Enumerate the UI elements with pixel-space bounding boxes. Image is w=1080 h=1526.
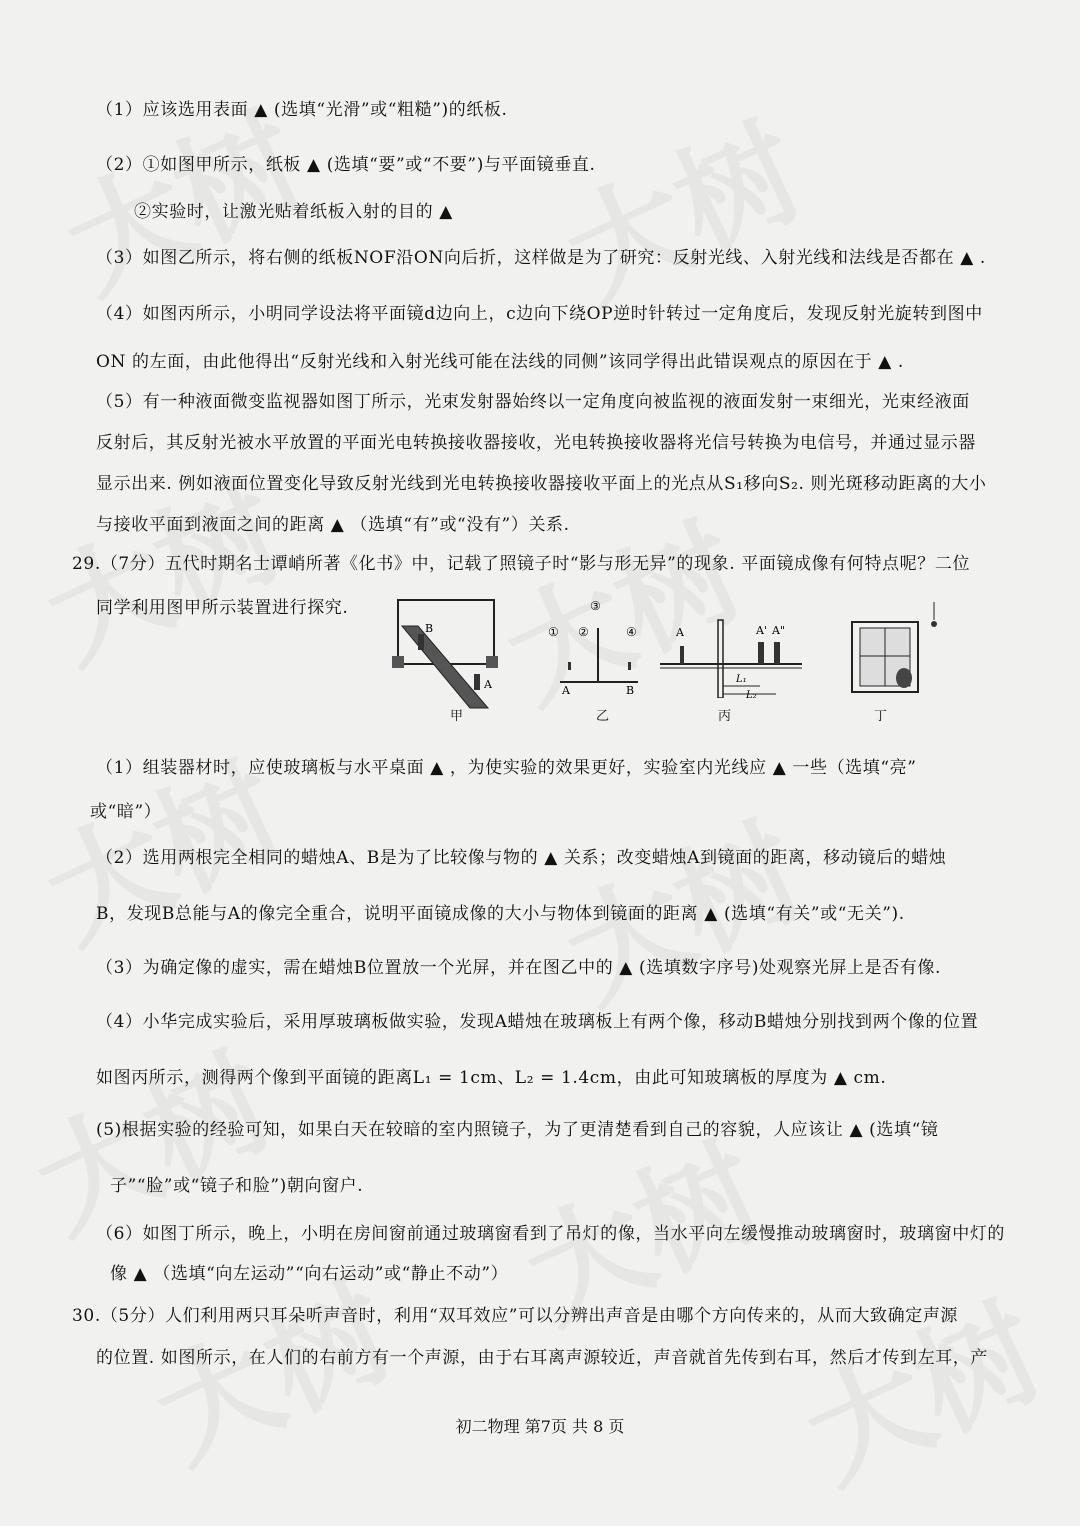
label-a-prime: A' — [756, 624, 767, 637]
label-b: B — [425, 622, 434, 635]
q29-1-b: 或“暗”） — [90, 802, 162, 822]
caption-ding: 丁 — [874, 709, 888, 724]
figure-bing — [656, 598, 806, 698]
q28-2-a: （2）①如图甲所示，纸板 ▲ (选填“要”或“不要”)与平面镜垂直. — [96, 155, 596, 175]
label-l1: L₁ — [736, 674, 747, 685]
q28-5-c: 显示出来. 例如液面位置变化导致反射光线到光电转换接收器接收平面上的光点从S₁移向S₂. 则光斑移动距离的大小 — [96, 474, 987, 494]
label-1: ① — [548, 625, 559, 639]
q28-5-a: （5）有一种液面微变监视器如图丁所示，光束发射器始终以一定角度向被监视的液面发射一束细光，光束经液面 — [96, 392, 970, 412]
q28-5-b: 反射后，其反射光被水平放置的平面光电转换接收器接收，光电转换接收器将光信号转换为电信号，并通过显示器 — [96, 433, 976, 453]
q28-3: （3）如图乙所示，将右侧的纸板NOF沿ON向后折，这样做是为了研究：反射光线、入射光线和法线是否都在 ▲ . — [96, 248, 986, 268]
label-2: ② — [578, 625, 589, 639]
q29-intro-a: 29.（7分）五代时期名士谭峭所著《化书》中，记载了照镜子时“影与形无异”的现象. 平面镜成像有何特点呢？二位 — [72, 554, 971, 574]
q28-4-a: （4）如图丙所示，小明同学设法将平面镜d边向上，c边向下绕OP逆时针转过一定角度后，发现反射光旋转到图中 — [96, 304, 983, 324]
q28-4-b: ON 的左面，由此他得出“反射光线和入射光线可能在法线的同侧”该同学得出此错误观点的原因在于 ▲ . — [96, 352, 904, 372]
q28-2-b: ②实验时，让激光贴着纸板入射的目的 ▲ — [134, 202, 453, 222]
q30-b: 的位置. 如图所示，在人们的右前方有一个声源，由于右耳离声源较近，声音就首先传到右耳，然后才传到左耳，产 — [96, 1348, 989, 1368]
label-l2: L₂ — [746, 690, 757, 698]
q29-2-a: （2）选用两根完全相同的蜡烛A、B是为了比较像与物的 ▲ 关系；改变蜡烛A到镜面的距离，移动镜后的蜡烛 — [96, 848, 947, 868]
label-3: ③ — [590, 599, 601, 613]
q28-5-d: 与接收平面到液面之间的距离 ▲ （选填“有”或“没有”）关系. — [96, 515, 570, 535]
q29-4-a: （4）小华完成实验后，采用厚玻璃板做实验，发现A蜡烛在玻璃板上有两个像，移动B蜡烛分别找到两个像的位置 — [96, 1012, 979, 1032]
label-4: ④ — [626, 625, 637, 639]
page-footer: 初二物理 第7页 共 8 页 — [455, 1417, 625, 1436]
q29-4-b: 如图丙所示，测得两个像到平面镜的距离L₁ = 1cm、L₂ = 1.4cm，由此可知玻璃板的厚度为 ▲ cm. — [96, 1068, 887, 1088]
watermark — [775, 1257, 1065, 1514]
label-a: A — [676, 626, 684, 639]
label-a: A — [484, 678, 492, 691]
caption-jia: 甲 — [450, 709, 464, 724]
label-a: A — [562, 684, 570, 697]
caption-yi: 乙 — [596, 709, 610, 724]
q29-5-a: (5)根据实验的经验可知，如果白天在较暗的室内照镜子，为了更清楚看到自己的容貌，人应该让 ▲ (选填“镜 — [96, 1120, 939, 1140]
figure-ding — [846, 598, 956, 698]
q28-1: （1）应该选用表面 ▲ (选填“光滑”或“粗糙”)的纸板. — [96, 100, 508, 120]
figure-jia — [388, 596, 508, 716]
q29-1-a: （1）组装器材时，应使玻璃板与水平桌面 ▲ ，为使实验的效果更好，实验室内光线应 ▲ 一些（选填“亮” — [96, 758, 917, 778]
q29-6-b: 像 ▲ （选填“向左运动”“向右运动”或“静止不动”） — [110, 1264, 509, 1284]
q29-intro-b: 同学利用图甲所示装置进行探究. — [96, 598, 349, 618]
caption-bing: 丙 — [718, 709, 732, 724]
label-b: B — [626, 684, 635, 697]
q29-6-a: （6）如图丁所示，晚上，小明在房间窗前通过玻璃窗看到了吊灯的像，当水平向左缓慢推动玻璃窗时，玻璃窗中灯的 — [96, 1224, 1006, 1244]
q30-a: 30.（5分）人们利用两只耳朵听声音时，利用“双耳效应”可以分辨出声音是由哪个方向传来的，从而大致确定声源 — [72, 1306, 959, 1326]
q29-5-b: 子”“脸”或“镜子和脸”)朝向窗户. — [110, 1176, 364, 1196]
figure-yi — [540, 598, 650, 698]
q29-2-b: B，发现B总能与A的像完全重合，说明平面镜成像的大小与物体到镜面的距离 ▲ (选填“有关”或“无关”). — [96, 904, 905, 924]
watermark — [535, 77, 825, 334]
q29-3: （3）为确定像的虚实，需在蜡烛B位置放一个光屏，并在图乙中的 ▲ (选填数字序号)处观察光屏上是否有像. — [96, 958, 942, 978]
label-a-double-prime: A" — [772, 624, 786, 637]
